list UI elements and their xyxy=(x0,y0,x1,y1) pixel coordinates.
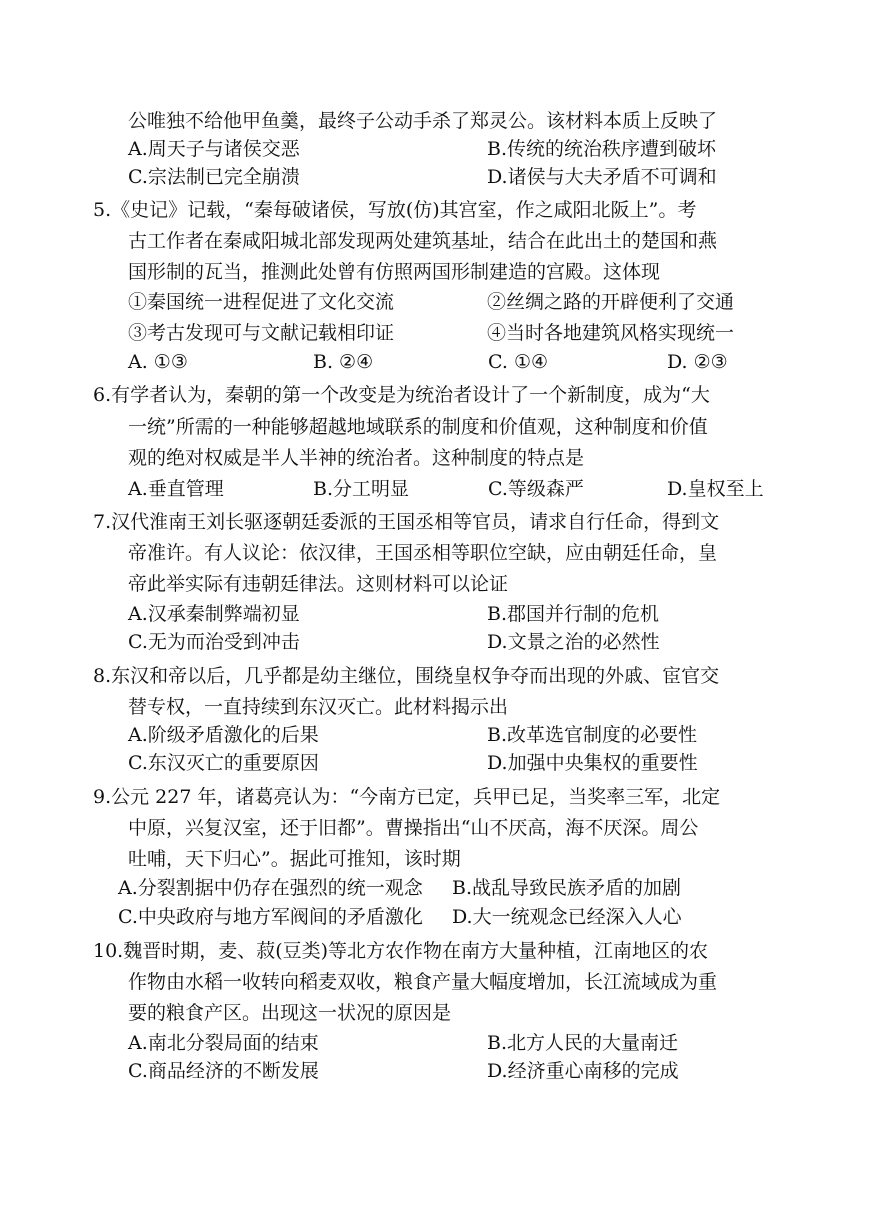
q5-statement-1: ①秦国统一进程促进了文化交流 xyxy=(128,291,395,313)
q10-stem-line: 10.魏晋时期，麦、菽(豆类)等北方农作物在南方大量种植，江南地区的农 xyxy=(93,940,709,962)
q4-option-b[interactable]: B.传统的统治秩序遭到破坏 xyxy=(487,138,717,160)
q5-statement-2: ②丝绸之路的开辟便利了交通 xyxy=(487,291,735,313)
q7-option-c[interactable]: C.无为而治受到冲击 xyxy=(128,631,300,653)
q9-stem-line: 9.公元 227 年，诸葛亮认为：“今南方已定，兵甲已足，当奖率三军，北定 xyxy=(93,786,721,808)
q4-option-c[interactable]: C.宗法制已完全崩溃 xyxy=(128,166,300,188)
q6-option-b[interactable]: B.分工明显 xyxy=(313,478,410,500)
q7-option-a[interactable]: A.汉承秦制弊端初显 xyxy=(128,603,300,625)
q5-stem-line: 古工作者在秦咸阳城北部发现两处建筑基址，结合在此出土的楚国和燕 xyxy=(128,230,718,252)
q9-option-b[interactable]: B.战乱导致民族矛盾的加剧 xyxy=(452,877,682,899)
q7-option-d[interactable]: D.文景之治的必然性 xyxy=(487,631,660,653)
q9-option-c[interactable]: C.中央政府与地方军阀间的矛盾激化 xyxy=(118,906,423,928)
q8-stem-line: 8.东汉和帝以后，几乎都是幼主继位，围绕皇权争夺而出现的外戚、宦官交 xyxy=(93,665,720,687)
q6-option-a[interactable]: A.垂直管理 xyxy=(128,478,224,500)
q5-statement-3: ③考古发现可与文献记载相印证 xyxy=(128,322,395,344)
q9-option-a[interactable]: A.分裂割据中仍存在强烈的统一观念 xyxy=(118,877,423,899)
q10-option-c[interactable]: C.商品经济的不断发展 xyxy=(128,1060,319,1082)
q6-option-d[interactable]: D.皇权至上 xyxy=(667,478,764,500)
q4-stem-line: 公唯独不给他甲鱼羹，最终子公动手杀了郑灵公。该材料本质上反映了 xyxy=(128,110,718,132)
q8-option-b[interactable]: B.改革选官制度的必要性 xyxy=(487,724,698,746)
q9-option-d[interactable]: D.大一统观念已经深入人心 xyxy=(452,906,682,928)
q5-option-b[interactable]: B. ②④ xyxy=(313,351,374,373)
q6-option-c[interactable]: C.等级森严 xyxy=(488,478,584,500)
q10-option-b[interactable]: B.北方人民的大量南迁 xyxy=(487,1032,679,1054)
q5-stem-line: 5.《史记》记载，“秦每破诸侯，写放(仿)其宫室，作之咸阳北阪上”。考 xyxy=(93,199,697,221)
q6-stem-line: 6.有学者认为，秦朝的第一个改变是为统治者设计了一个新制度，成为“大 xyxy=(93,384,710,406)
q7-stem-line: 帝此举实际有违朝廷律法。这则材料可以论证 xyxy=(128,573,509,595)
q10-stem-line: 要的粮食产区。出现这一状况的原因是 xyxy=(128,1002,452,1024)
q8-stem-line: 替专权，一直持续到东汉灭亡。此材料揭示出 xyxy=(128,696,509,718)
q5-option-a[interactable]: A. ①③ xyxy=(128,351,188,373)
q6-stem-line: 观的绝对权威是半人半神的统治者。这种制度的特点是 xyxy=(128,447,585,469)
q10-option-d[interactable]: D.经济重心南移的完成 xyxy=(487,1060,679,1082)
q5-statement-4: ④当时各地建筑风格实现统一 xyxy=(487,322,735,344)
q8-option-c[interactable]: C.东汉灭亡的重要原因 xyxy=(128,752,319,774)
q4-option-d[interactable]: D.诸侯与大夫矛盾不可调和 xyxy=(487,166,717,188)
q8-option-d[interactable]: D.加强中央集权的重要性 xyxy=(487,752,698,774)
q7-stem-line: 帝准许。有人议论：依汉律，王国丞相等职位空缺，应由朝廷任命，皇 xyxy=(128,542,718,564)
q10-stem-line: 作物由水稻一收转向稻麦双收，粮食产量大幅度增加，长江流域成为重 xyxy=(128,971,718,993)
q5-stem-line: 国形制的瓦当，推测此处曾有仿照两国形制建造的宫殿。这体现 xyxy=(128,261,661,283)
q8-option-a[interactable]: A.阶级矛盾激化的后果 xyxy=(128,724,319,746)
q5-option-c[interactable]: C. ①④ xyxy=(488,351,549,373)
q7-stem-line: 7.汉代淮南王刘长驱逐朝廷委派的王国丞相等官员，请求自行任命，得到文 xyxy=(93,511,720,533)
q6-stem-line: 一统”所需的一种能够超越地域联系的制度和价值观，这种制度和价值 xyxy=(128,416,708,438)
q9-stem-line: 中原，兴复汉室，还于旧都”。曹操指出“山不厌高，海不厌深。周公 xyxy=(128,817,699,839)
q9-stem-line: 吐哺，天下归心”。据此可推知，该时期 xyxy=(128,848,461,870)
q7-option-b[interactable]: B.郡国并行制的危机 xyxy=(487,603,660,625)
q5-option-d[interactable]: D. ②③ xyxy=(667,351,728,373)
q4-option-a[interactable]: A.周天子与诸侯交恶 xyxy=(128,138,300,160)
q10-option-a[interactable]: A.南北分裂局面的结束 xyxy=(128,1032,319,1054)
